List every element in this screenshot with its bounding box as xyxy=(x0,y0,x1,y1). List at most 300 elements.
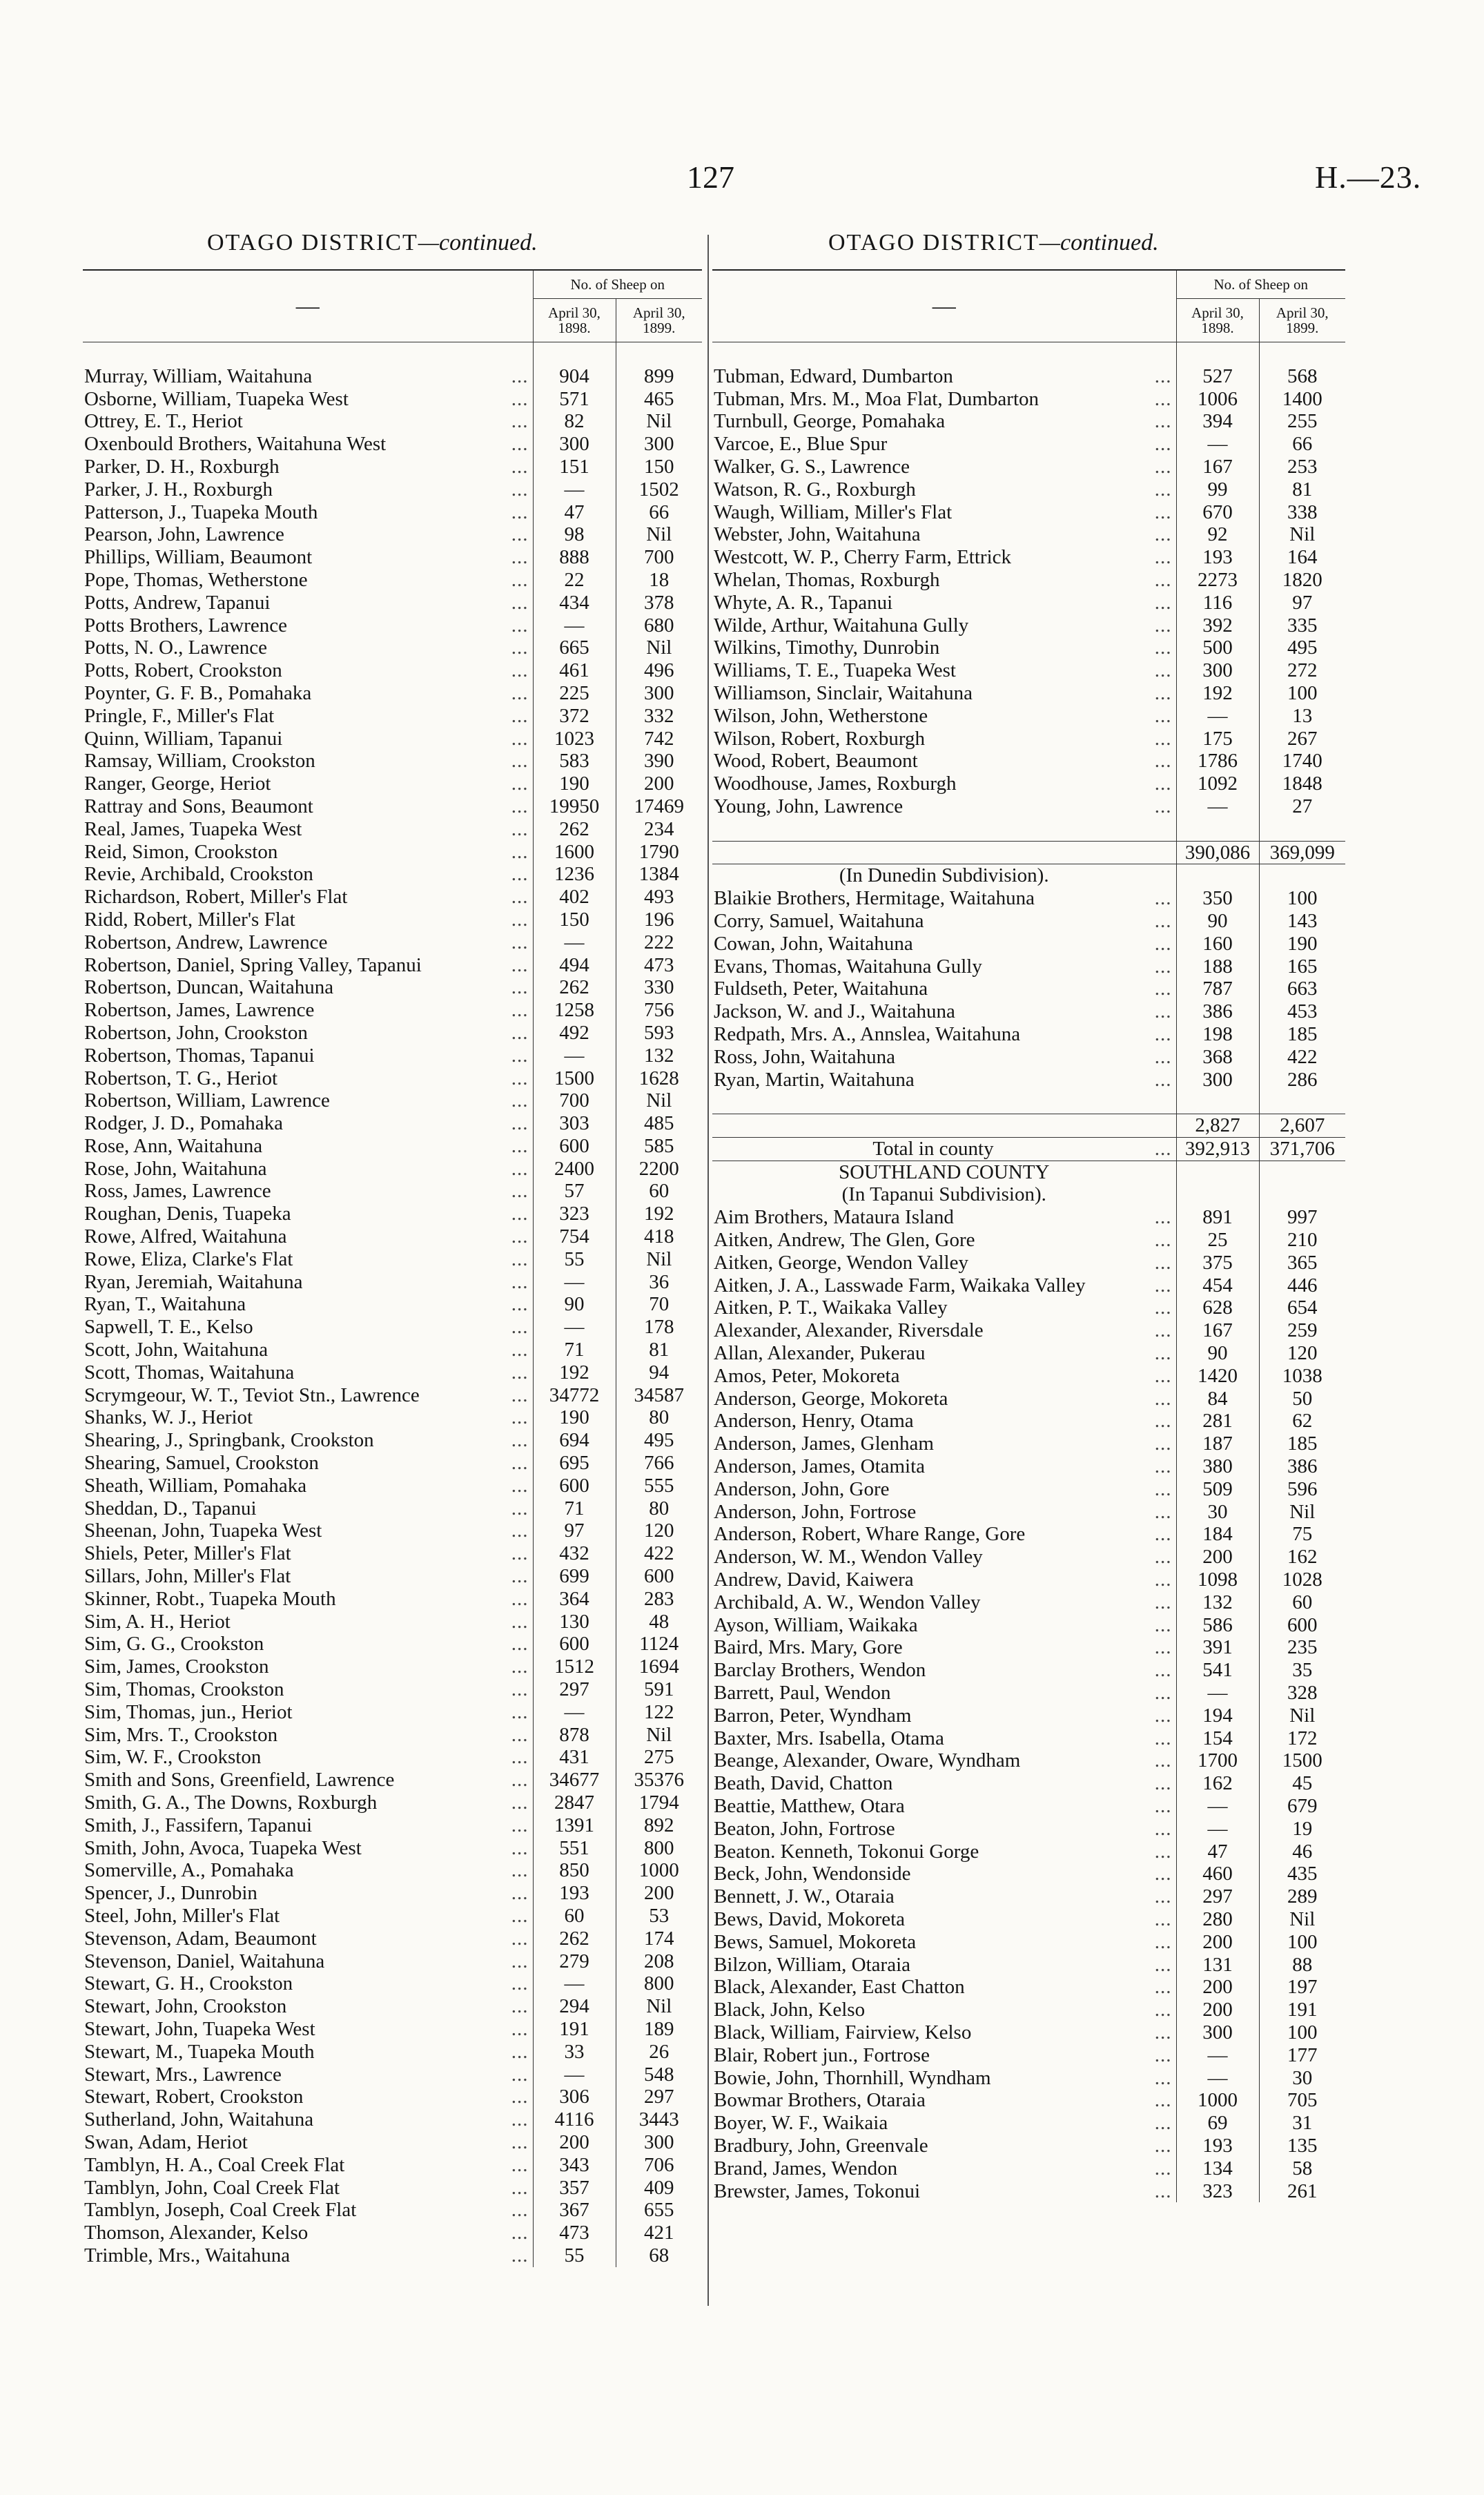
sheep-1898: 700 xyxy=(533,1089,616,1112)
sheep-1898: 551 xyxy=(533,1837,616,1860)
owner-name: Robertson, Thomas, Tapanui xyxy=(84,1044,315,1067)
leader-dots: ... xyxy=(511,1497,529,1520)
sheep-1899: 1384 xyxy=(616,863,702,886)
sheep-1898: 1600 xyxy=(533,841,616,864)
leader-dots: ... xyxy=(1154,2089,1172,2112)
leader-dots: ... xyxy=(511,1157,529,1180)
table-row xyxy=(712,1976,1345,1999)
table-row xyxy=(712,2044,1345,2067)
table-row xyxy=(712,1069,1345,1091)
table-row xyxy=(83,728,702,750)
sheep-1898: 192 xyxy=(533,1361,616,1384)
table-row xyxy=(83,1384,702,1407)
sheep-1898: 167 xyxy=(1176,1319,1259,1342)
owner-name: Blair, Robert jun., Fortrose xyxy=(714,2043,930,2066)
sheep-1898: 904 xyxy=(533,365,616,388)
sheep-1898: 432 xyxy=(533,1542,616,1565)
sheep-1899: 66 xyxy=(1259,433,1345,456)
leader-dots: ... xyxy=(511,1587,529,1610)
leader-dots: ... xyxy=(1154,478,1172,501)
table-row xyxy=(83,818,702,841)
table-row xyxy=(712,1569,1345,1591)
sheep-1899: 132 xyxy=(616,1045,702,1067)
table-row xyxy=(83,1406,702,1429)
sheep-1899: 473 xyxy=(616,954,702,977)
sheep-1898: 198 xyxy=(1176,1023,1259,1046)
sheep-1899: 261 xyxy=(1259,2180,1345,2203)
table-row xyxy=(712,1410,1345,1433)
owner-name: Ryan, Jeremiah, Waitahuna xyxy=(84,1270,303,1293)
sheep-1898: 878 xyxy=(533,1724,616,1747)
sheep-1899: 300 xyxy=(616,682,702,705)
leader-dots: ... xyxy=(511,908,529,931)
sheep-1898: 280 xyxy=(1176,1908,1259,1931)
owner-name: Trimble, Mrs., Waitahuna xyxy=(84,2244,291,2266)
sheep-1899: 60 xyxy=(1259,1591,1345,1614)
sheep-1898: — xyxy=(533,1271,616,1294)
sheep-1899: 485 xyxy=(616,1112,702,1135)
leader-dots: ... xyxy=(511,1203,529,1225)
sheep-1899: 162 xyxy=(1259,1546,1345,1569)
table-row xyxy=(83,1022,702,1045)
sheep-1899: 600 xyxy=(616,1565,702,1588)
table-row xyxy=(712,478,1345,501)
table-row xyxy=(83,1905,702,1928)
sheep-1899: 1848 xyxy=(1259,773,1345,795)
table-row xyxy=(83,999,702,1022)
table-row xyxy=(83,1928,702,1950)
table-row xyxy=(712,1614,1345,1637)
sheep-1899: 300 xyxy=(616,2131,702,2154)
sheep-1899: Nil xyxy=(1259,1908,1345,1931)
table-row xyxy=(712,365,1345,388)
owner-name: Scott, Thomas, Waitahuna xyxy=(84,1361,295,1384)
table-row xyxy=(712,1999,1345,2021)
leader-dots: ... xyxy=(1154,1930,1172,1953)
sheep-1899: 35 xyxy=(1259,1659,1345,1682)
sheep-1899: 150 xyxy=(616,456,702,478)
table-row xyxy=(83,388,702,411)
leader-dots: ... xyxy=(511,1904,529,1927)
sheep-1898: — xyxy=(1176,433,1259,456)
owner-name: Williams, T. E., Tuapeka West xyxy=(714,659,956,682)
owner-name: Sapwell, T. E., Kelso xyxy=(84,1316,253,1339)
owner-name: Williamson, Sinclair, Waitahuna xyxy=(714,681,973,704)
right-title-text: OTAGO DISTRICT xyxy=(828,230,1039,255)
leader-dots: ... xyxy=(511,2130,529,2153)
owner-name: Wilde, Arthur, Waitahuna Gully xyxy=(714,614,969,637)
southland-county-heading: SOUTHLAND COUNTY xyxy=(839,1161,1050,1183)
sheep-1899: 34587 xyxy=(616,1384,702,1407)
owner-name: Potts, Robert, Crookston xyxy=(84,659,282,682)
table-row xyxy=(712,955,1345,978)
table-row xyxy=(712,1682,1345,1705)
leader-dots: ... xyxy=(511,614,529,637)
sheep-1898: 695 xyxy=(533,1452,616,1475)
leader-dots: ... xyxy=(1154,1885,1172,1908)
sheep-1898: 151 xyxy=(533,456,616,478)
owner-name: Bowmar Brothers, Otaraia xyxy=(714,2089,926,2112)
leader-dots: ... xyxy=(1154,1976,1172,1999)
table-row xyxy=(83,2131,702,2154)
table-row xyxy=(83,1045,702,1067)
table-row xyxy=(712,728,1345,750)
owner-name: Anderson, W. M., Wendon Valley xyxy=(714,1546,983,1569)
table-row xyxy=(712,1931,1345,1954)
table-row xyxy=(83,1225,702,1248)
table-row xyxy=(712,456,1345,478)
leader-dots: ... xyxy=(511,2176,529,2199)
table-row xyxy=(712,1705,1345,1727)
table-row xyxy=(83,614,702,637)
sheep-1898: 175 xyxy=(1176,728,1259,750)
owner-name: Varcoe, E., Blue Spur xyxy=(714,433,888,456)
sheep-1899: 172 xyxy=(1259,1727,1345,1750)
leader-dots: ... xyxy=(1154,1749,1172,1772)
sheep-1898: 754 xyxy=(533,1225,616,1248)
sheep-1898: 82 xyxy=(533,410,616,433)
leader-dots: ... xyxy=(1154,1000,1172,1023)
table-row xyxy=(712,1772,1345,1795)
leader-dots: ... xyxy=(511,1021,529,1044)
owner-name: Smith and Sons, Greenfield, Lawrence xyxy=(84,1769,395,1792)
leader-dots: ... xyxy=(511,1293,529,1316)
table-row xyxy=(83,1361,702,1384)
sheep-1898: 787 xyxy=(1176,978,1259,1000)
leader-dots: ... xyxy=(511,1927,529,1950)
sheep-1898: 294 xyxy=(533,1995,616,2018)
leader-dots: ... xyxy=(1154,568,1172,591)
sheep-1899: 493 xyxy=(616,886,702,909)
owner-name: Barclay Brothers, Wendon xyxy=(714,1659,926,1682)
left-column-title xyxy=(207,230,538,256)
sheep-1899: 100 xyxy=(1259,1931,1345,1954)
leader-dots: ... xyxy=(1154,1569,1172,1591)
owner-name: Beaton, John, Fortrose xyxy=(714,1817,895,1840)
sheep-1898: 116 xyxy=(1176,592,1259,614)
table-row xyxy=(712,1908,1345,1931)
left-header-dash: — xyxy=(83,270,533,342)
table-row xyxy=(712,614,1345,637)
sheep-1899: 164 xyxy=(1259,546,1345,569)
owner-name: Stevenson, Daniel, Waitahuna xyxy=(84,1950,325,1972)
leader-dots: ... xyxy=(1154,523,1172,546)
sheep-1899: 191 xyxy=(1259,1999,1345,2021)
right-header-1898: April 30, 1898. xyxy=(1176,299,1259,342)
sheep-1899: 495 xyxy=(616,1429,702,1452)
sheep-1899: 45 xyxy=(1259,1772,1345,1795)
leader-dots: ... xyxy=(1154,1546,1172,1569)
owner-name: Tubman, Mrs. M., Moa Flat, Dumbarton xyxy=(714,387,1039,410)
column-divider xyxy=(707,235,709,2306)
owner-name: Sim, G. G., Crookston xyxy=(84,1633,264,1656)
owner-name: Ayson, William, Waikaka xyxy=(714,1613,918,1636)
owner-name: Ryan, T., Waitahuna xyxy=(84,1293,246,1316)
sheep-1899: 289 xyxy=(1259,1885,1345,1908)
leader-dots: ... xyxy=(511,1406,529,1429)
owner-name: Sim, Mrs. T., Crookston xyxy=(84,1723,278,1746)
sheep-1898: 323 xyxy=(1176,2180,1259,2203)
owner-name: Shearing, Samuel, Crookston xyxy=(84,1452,319,1475)
owner-name: Ross, John, Waitahuna xyxy=(714,1045,895,1068)
sheep-1898: — xyxy=(1176,2067,1259,2090)
table-row xyxy=(83,1724,702,1747)
sheep-1899: 27 xyxy=(1259,795,1345,818)
leader-dots: ... xyxy=(511,840,529,863)
owner-name: Whyte, A. R., Tapanui xyxy=(714,591,893,614)
leader-dots: ... xyxy=(1154,1817,1172,1840)
sheep-1899: 899 xyxy=(616,365,702,388)
leader-dots: ... xyxy=(1154,2066,1172,2089)
sheep-1899: 496 xyxy=(616,659,702,682)
leader-dots: ... xyxy=(1154,1704,1172,1727)
owner-name: Murray, William, Waitahuna xyxy=(84,365,313,387)
owner-name: Robertson, Duncan, Waitahuna xyxy=(84,976,334,999)
leader-dots: ... xyxy=(511,1746,529,1769)
sheep-1898: 434 xyxy=(533,592,616,614)
owner-name: Robertson, T. G., Heriot xyxy=(84,1067,278,1089)
owner-name: Bilzon, William, Otaraia xyxy=(714,1953,911,1976)
sheep-1899: 1628 xyxy=(616,1067,702,1090)
leader-dots: ... xyxy=(1154,795,1172,817)
sheep-1898: 386 xyxy=(1176,1000,1259,1023)
table-row xyxy=(83,750,702,773)
sheep-1898: 541 xyxy=(1176,1659,1259,1682)
leader-dots: ... xyxy=(511,568,529,591)
owner-name: Brand, James, Wendon xyxy=(714,2157,898,2180)
sheep-1898: 34677 xyxy=(533,1769,616,1792)
leader-dots: ... xyxy=(1154,681,1172,704)
owner-name: Wood, Robert, Beaumont xyxy=(714,750,918,773)
table-row xyxy=(712,546,1345,569)
table-row xyxy=(83,954,702,977)
table-row xyxy=(83,1158,702,1181)
table-row xyxy=(712,1319,1345,1342)
sheep-1898: 600 xyxy=(533,1475,616,1497)
sheep-1899: 18 xyxy=(616,569,702,592)
sheep-1899: 766 xyxy=(616,1452,702,1475)
owner-name: Sim, A. H., Heriot xyxy=(84,1610,231,1633)
owner-name: Waugh, William, Miller's Flat xyxy=(714,501,953,523)
sheep-1899: 705 xyxy=(1259,2089,1345,2112)
owner-name: Archibald, A. W., Wendon Valley xyxy=(714,1591,981,1613)
owner-name: Boyer, W. F., Waikaia xyxy=(714,2112,888,2135)
owner-name: Parker, D. H., Roxburgh xyxy=(84,455,280,478)
sheep-1898: 431 xyxy=(533,1746,616,1769)
leader-dots: ... xyxy=(1154,1410,1172,1433)
leader-dots: ... xyxy=(1154,1455,1172,1478)
sheep-1898: 191 xyxy=(533,2018,616,2041)
sheep-1899: 1000 xyxy=(616,1859,702,1882)
table-row xyxy=(712,388,1345,411)
leader-dots: ... xyxy=(1154,1613,1172,1636)
table-row xyxy=(83,1633,702,1656)
sheep-1898: 193 xyxy=(533,1882,616,1905)
sheep-1898: 25 xyxy=(1176,1229,1259,1252)
table-row xyxy=(712,1727,1345,1750)
sheep-1899: 135 xyxy=(1259,2135,1345,2157)
leader-dots: ... xyxy=(511,1270,529,1293)
table-row xyxy=(712,1546,1345,1569)
owner-name: Revie, Archibald, Crookston xyxy=(84,863,313,886)
left-title-text: OTAGO DISTRICT xyxy=(207,230,418,255)
sheep-1899: 192 xyxy=(616,1203,702,1225)
sheep-1898: 509 xyxy=(1176,1478,1259,1501)
leader-dots: ... xyxy=(511,727,529,750)
owner-name: Spencer, J., Dunrobin xyxy=(84,1882,257,1905)
table-row xyxy=(83,1248,702,1271)
owner-name: Ridd, Robert, Miller's Flat xyxy=(84,908,295,931)
sheep-1898: 1700 xyxy=(1176,1749,1259,1772)
table-row xyxy=(83,886,702,909)
sheep-1899: 120 xyxy=(616,1520,702,1542)
owner-name: Turnbull, George, Pomahaka xyxy=(714,410,946,433)
leader-dots: ... xyxy=(511,2063,529,2086)
leader-dots: ... xyxy=(511,681,529,704)
sheep-1899: Nil xyxy=(616,1248,702,1271)
owner-name: Beath, David, Chatton xyxy=(714,1772,893,1795)
leader-dots: ... xyxy=(511,931,529,953)
sheep-1899: 272 xyxy=(1259,659,1345,682)
owner-name: Oxenbould Brothers, Waitahuna West xyxy=(84,433,387,456)
table-row xyxy=(712,592,1345,614)
owner-name: Robertson, John, Crookston xyxy=(84,1021,308,1044)
right-column xyxy=(712,269,1345,2202)
sheep-1899: 446 xyxy=(1259,1274,1345,1297)
leader-dots: ... xyxy=(511,478,529,501)
leader-dots: ... xyxy=(511,410,529,433)
total-label: Total in county xyxy=(712,1137,1154,1161)
table-row xyxy=(83,682,702,705)
sheep-1899: 88 xyxy=(1259,1954,1345,1977)
blank-cell xyxy=(712,1091,1176,1114)
sheep-1898: 461 xyxy=(533,659,616,682)
owner-name: Sim, Thomas, Crookston xyxy=(84,1678,284,1701)
sheep-1898: 297 xyxy=(1176,1885,1259,1908)
sheep-1899: 81 xyxy=(1259,478,1345,501)
owner-name: Shiels, Peter, Miller's Flat xyxy=(84,1542,291,1565)
owner-name: Robertson, James, Lawrence xyxy=(84,999,315,1022)
sheep-1899: 48 xyxy=(616,1611,702,1633)
sheep-1899: 800 xyxy=(616,1972,702,1995)
right-header-dash: — xyxy=(712,270,1176,342)
sheep-1899: 706 xyxy=(616,2154,702,2177)
owner-name: Allan, Alexander, Pukerau xyxy=(714,1342,926,1365)
sheep-1899: 165 xyxy=(1259,955,1345,978)
sheep-1899: 53 xyxy=(616,1905,702,1928)
table-row xyxy=(83,863,702,886)
table-row xyxy=(83,1089,702,1112)
owner-name: Tamblyn, H. A., Coal Creek Flat xyxy=(84,2153,345,2176)
sheep-1899: 259 xyxy=(1259,1319,1345,1342)
sheep-1899: 663 xyxy=(1259,978,1345,1000)
table-row xyxy=(712,1455,1345,1478)
sheep-1899: 365 xyxy=(1259,1252,1345,1274)
table-row xyxy=(712,1636,1345,1659)
sheep-1899: 19 xyxy=(1259,1818,1345,1841)
sheep-1899: 328 xyxy=(1259,1682,1345,1705)
sheep-1898: 190 xyxy=(533,773,616,795)
owner-name: Aitken, George, Wendon Valley xyxy=(714,1251,968,1274)
owner-name: Anderson, John, Fortrose xyxy=(714,1500,917,1523)
table-row xyxy=(83,659,702,682)
sheep-1899: 80 xyxy=(616,1406,702,1429)
sheep-1898: 71 xyxy=(533,1339,616,1361)
sheep-1898: — xyxy=(533,931,616,954)
sheep-1899: 208 xyxy=(616,1950,702,1973)
owner-name: Phillips, William, Beaumont xyxy=(84,546,313,569)
sheep-1899: 200 xyxy=(616,1882,702,1905)
sheep-1899: Nil xyxy=(1259,1705,1345,1727)
table-row xyxy=(712,1297,1345,1319)
sheep-1899: 97 xyxy=(1259,592,1345,614)
owner-name: Bews, Samuel, Mokoreta xyxy=(714,1930,917,1953)
table-row xyxy=(712,523,1345,546)
leader-dots: ... xyxy=(511,523,529,546)
sheep-1898: — xyxy=(533,1045,616,1067)
table-row xyxy=(83,569,702,592)
sheep-1898: 1098 xyxy=(1176,1569,1259,1591)
sheep-1899: 555 xyxy=(616,1475,702,1497)
sheep-1899: 75 xyxy=(1259,1523,1345,1546)
sheep-1898: 850 xyxy=(533,1859,616,1882)
owner-name: Sim, James, Crookston xyxy=(84,1656,269,1678)
owner-name: Robertson, Andrew, Lawrence xyxy=(84,931,328,953)
owner-name: Stevenson, Adam, Beaumont xyxy=(84,1927,317,1950)
sheep-1898: 1006 xyxy=(1176,388,1259,411)
leader-dots: ... xyxy=(1154,1206,1172,1229)
owner-name: Stewart, G. H., Crookston xyxy=(84,1972,293,1995)
sheep-1898: 343 xyxy=(533,2154,616,2177)
leader-dots: ... xyxy=(511,1678,529,1701)
leader-dots: ... xyxy=(511,1134,529,1157)
table-row xyxy=(712,1046,1345,1069)
sheep-1898: 364 xyxy=(533,1588,616,1611)
table-row xyxy=(712,1229,1345,1252)
sheep-1899: Nil xyxy=(616,1089,702,1112)
leader-dots: ... xyxy=(1154,1364,1172,1387)
table-row xyxy=(712,1841,1345,1863)
table-row xyxy=(712,1365,1345,1388)
leader-dots: ... xyxy=(1154,727,1172,750)
owner-name: Sutherland, John, Waitahuna xyxy=(84,2108,314,2131)
owner-name: Tamblyn, Joseph, Coal Creek Flat xyxy=(84,2199,357,2222)
blank-cell xyxy=(1259,1161,1345,1183)
sheep-1899: 36 xyxy=(616,1271,702,1294)
sheep-1898: 262 xyxy=(533,1928,616,1950)
owner-name: Sheath, William, Pomahaka xyxy=(84,1474,307,1497)
owner-name: Rose, John, Waitahuna xyxy=(84,1157,267,1180)
leader-dots: ... xyxy=(511,2017,529,2040)
leader-dots: ... xyxy=(511,1814,529,1836)
leader-dots: ... xyxy=(511,1995,529,2018)
table-row xyxy=(83,1792,702,1814)
leader-dots: ... xyxy=(511,1792,529,1814)
owner-name: Rowe, Alfred, Waitahuna xyxy=(84,1225,287,1248)
owner-name: Jackson, W. and J., Waitahuna xyxy=(714,1000,955,1023)
owner-name: Sillars, John, Miller's Flat xyxy=(84,1565,291,1588)
sheep-1899: 593 xyxy=(616,1022,702,1045)
sheep-1898: 193 xyxy=(1176,546,1259,569)
sheep-1898: — xyxy=(1176,1682,1259,1705)
table-row xyxy=(712,2135,1345,2157)
owner-name: Barron, Peter, Wyndham xyxy=(714,1704,912,1727)
sheep-1899: 495 xyxy=(1259,637,1345,659)
sheep-1899: 286 xyxy=(1259,1069,1345,1091)
owner-name: Pope, Thomas, Wetherstone xyxy=(84,568,308,591)
leader-dots: ... xyxy=(1154,1907,1172,1930)
sheep-1898: 888 xyxy=(533,546,616,569)
